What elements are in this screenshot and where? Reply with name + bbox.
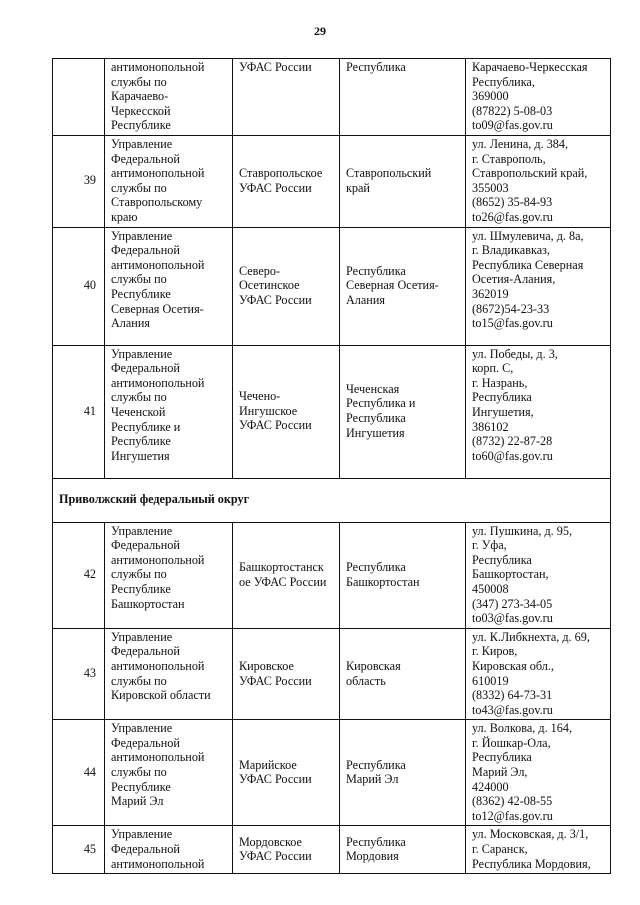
section-header-row [53,478,611,522]
cell-line: Алания [111,316,150,331]
table-row [53,522,611,628]
cell-line: УФАС России [239,673,312,688]
cell-line: Кировской области [111,688,211,703]
cell-line: Федеральной [111,735,180,750]
section-title: Приволжский федеральный округ [53,478,611,522]
cell-line: Башкортостан [346,574,420,589]
authority-name [105,227,233,345]
table-row [53,720,611,826]
cell-line: область [346,673,386,688]
cell-line: (8672)54-23-33 [472,301,550,316]
cell-line: Мордовия [346,849,399,864]
row-number: 41 [53,345,105,478]
cell-line: (8332) 64-73-31 [472,688,553,703]
cell-line: краю [111,209,138,224]
region-name [340,522,466,628]
cell-line: службы по [111,765,167,780]
table-row [53,628,611,720]
cell-line: Республика [346,560,406,575]
cell-line: ул. Пушкина, д. 95, [472,523,573,538]
cell-line: to43@fas.gov.ru [472,702,553,717]
cell-line: Республике [111,118,171,133]
cell-line: УФАС России [239,60,312,74]
region-name [340,720,466,826]
office-name [233,720,340,826]
table-body-north-caucasus [53,59,611,479]
cell-line: Республика [346,757,406,772]
cell-line: Республика и [346,396,416,411]
cell-line: г. Владикавказ, [472,243,550,258]
cell-line: Ставропольский [346,166,432,181]
authority-name [105,628,233,720]
cell-line: Республика [346,411,406,426]
cell-line: Республика [472,390,532,405]
table-row [53,227,611,345]
contact-address [466,826,611,874]
cell-line: Республика, [472,74,535,89]
authority-name [105,136,233,228]
cell-line: Осетия-Алания, [472,272,556,287]
cell-line: Федеральной [111,243,180,258]
section-row-group [53,478,611,522]
cell-line: Управление [111,827,173,842]
cell-line: Марий Эл [346,772,399,787]
contact-address [466,720,611,826]
cell-line: Кировская [346,658,401,673]
cell-line: Кировское [239,658,294,673]
cell-line: Карачаево-Черкесская [472,60,588,74]
table-row [53,136,611,228]
cell-line: 355003 [472,180,509,195]
cell-line: Федеральной [111,842,180,857]
cell-line: Чеченская [346,381,400,396]
cell-line: Республике [111,434,171,449]
cell-line: Управление [111,228,173,243]
cell-line: корп. С, [472,361,514,376]
office-name [233,345,340,478]
authority-name [105,826,233,874]
cell-line: Республике [111,286,171,301]
cell-line: УФАС России [239,180,312,195]
cell-line: УФАС России [239,849,312,864]
table-row [53,59,611,136]
cell-line: Республика [472,552,532,567]
region-name [340,628,466,720]
office-name [233,826,340,874]
office-name [233,136,340,228]
cell-line: Карачаево- [111,89,169,104]
cell-line: (8732) 22-87-28 [472,434,553,449]
row-number: 45 [53,826,105,874]
cell-line: г. Йошкар-Ола, [472,735,551,750]
fas-offices-table [52,58,611,874]
cell-line: службы по [111,673,167,688]
cell-line: Марий Эл, [472,765,528,780]
cell-line: to60@fas.gov.ru [472,448,553,463]
cell-line: антимонопольной [111,750,205,765]
office-name [233,59,340,136]
cell-line: УФАС России [239,292,312,307]
cell-line: г. Назрань, [472,375,528,390]
cell-line: (87822) 5-08-03 [472,103,553,118]
contact-address [466,136,611,228]
cell-line: Республике и [111,419,181,434]
cell-line: Ставропольскому [111,195,203,210]
cell-line: (8362) 42-08-55 [472,794,553,809]
cell-line: Республика [346,60,406,74]
region-name [340,826,466,874]
cell-line: ул. Московская, д. 3/1, [472,827,589,842]
row-number [53,59,105,136]
cell-line: Мордовское [239,834,302,849]
contact-address [466,59,611,136]
authority-name [105,720,233,826]
authority-name [105,59,233,136]
contact-address [466,628,611,720]
cell-line: антимонопольной [111,375,205,390]
page-number: 29 [314,24,326,38]
cell-line: антимонопольной [111,166,205,181]
cell-line: Башкортостан, [472,567,549,582]
cell-line: г. Уфа, [472,538,507,553]
cell-line: Федеральной [111,361,180,376]
region-name [340,227,466,345]
cell-line: Республика [346,834,406,849]
cell-line: УФАС России [239,772,312,787]
office-name [233,628,340,720]
cell-line: Республика Мордовия, [472,856,591,871]
cell-line: службы по [111,74,167,89]
cell-line: антимонопольной [111,60,205,74]
cell-line: антимонопольной [111,658,205,673]
cell-line: Северная Осетия- [111,301,204,316]
cell-line: ул. Победы, д. 3, [472,346,558,361]
cell-line: 369000 [472,89,509,104]
cell-line: ул. Ленина, д. 384, [472,137,569,151]
cell-line: 424000 [472,779,509,794]
cell-line: ул. К.Либкнехта, д. 69, [472,629,590,644]
row-number: 42 [53,522,105,628]
authority-name [105,345,233,478]
cell-line: 386102 [472,419,509,434]
row-number: 43 [53,628,105,720]
cell-line: Федеральной [111,644,180,659]
cell-line: Федеральной [111,151,180,166]
cell-line: Чеченской [111,404,166,419]
cell-line: Управление [111,346,173,361]
cell-line: ое УФАС России [239,574,327,589]
cell-line: 610019 [472,673,509,688]
cell-line: to15@fas.gov.ru [472,316,553,331]
cell-line: to12@fas.gov.ru [472,808,553,823]
cell-line: Управление [111,721,173,736]
contact-address [466,522,611,628]
table-body-volga [53,522,611,874]
cell-line: службы по [111,180,167,195]
contact-address [466,345,611,478]
region-name [340,136,466,228]
cell-line: г. Ставрополь, [472,151,546,166]
cell-line: Республика [472,750,532,765]
cell-line: Ингушетия, [472,404,534,419]
table-row [53,826,611,874]
row-number: 39 [53,136,105,228]
cell-line: край [346,180,370,195]
cell-line: Управление [111,629,173,644]
cell-line: 362019 [472,286,509,301]
cell-line: г. Киров, [472,644,518,659]
cell-line: антимонопольной [111,552,205,567]
cell-line: Черкесской [111,103,171,118]
row-number: 40 [53,227,105,345]
cell-line: УФАС России [239,418,312,433]
cell-line: Республика [346,263,406,278]
cell-line: Чечено- [239,389,281,404]
cell-line: Ставропольское [239,166,323,181]
cell-line: Ингушетия [346,425,405,440]
cell-line: to26@fas.gov.ru [472,209,553,224]
cell-line: Управление [111,137,173,151]
cell-line: (347) 273-34-05 [472,596,553,611]
cell-line: (8652) 35-84-93 [472,195,553,210]
cell-line: Ингушетия [111,448,170,463]
cell-line: Управление [111,523,173,538]
cell-line: ул. Шмулевича, д. 8а, [472,228,584,243]
row-number: 44 [53,720,105,826]
cell-line: Республике [111,581,171,596]
cell-line: to09@fas.gov.ru [472,118,553,133]
cell-line: Марий Эл [111,794,164,809]
cell-line: Ставропольский край, [472,166,588,181]
cell-line: Северная Осетия- [346,278,439,293]
cell-line: антимонопольной [111,257,205,272]
cell-line: Башкортостанск [239,560,324,575]
region-name [340,345,466,478]
region-name [340,59,466,136]
cell-line: Марийское [239,757,297,772]
office-name [233,227,340,345]
cell-line: г. Саранск, [472,842,528,857]
cell-line: службы по [111,272,167,287]
cell-line: Республика Северная [472,257,584,272]
cell-line: Ингушское [239,403,298,418]
cell-line: Башкортостан [111,596,185,611]
cell-line: Осетинское [239,278,300,293]
cell-line: Кировская обл., [472,658,554,673]
cell-line: Федеральной [111,538,180,553]
cell-line: Северо- [239,263,281,278]
cell-line: 450008 [472,581,509,596]
cell-line: to03@fas.gov.ru [472,611,553,626]
office-name [233,522,340,628]
contact-address [466,227,611,345]
authority-name [105,522,233,628]
table-row [53,345,611,478]
cell-line: службы по [111,567,167,582]
cell-line: службы по [111,390,167,405]
cell-line: ул. Волкова, д. 164, [472,721,572,736]
cell-line: антимонопольной [111,856,205,871]
cell-line: Республике [111,779,171,794]
cell-line: Алания [346,292,385,307]
